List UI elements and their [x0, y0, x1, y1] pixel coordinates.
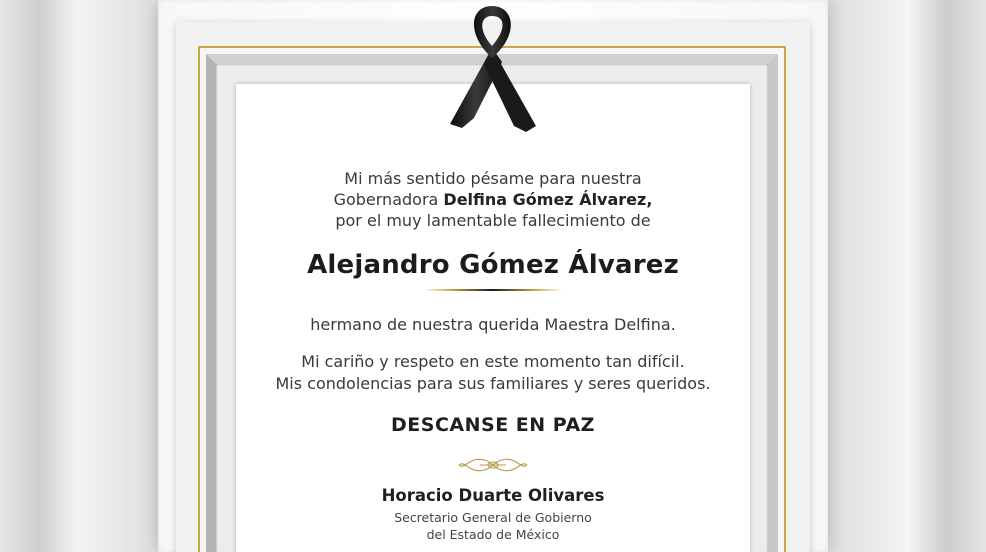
mourning-ribbon-icon: [440, 0, 546, 136]
deceased-name: Alejandro Gómez Álvarez: [307, 250, 679, 280]
intro-line-3: por el muy lamentable fallecimiento de: [335, 211, 651, 230]
intro-line-2: [236, 189, 750, 210]
relation-text: hermano de nuestra querida Maestra Delfina.: [310, 315, 676, 334]
intro-text: [236, 168, 750, 231]
closing-text: DESCANSE EN PAZ: [391, 414, 595, 436]
governor-name: Delfina Gómez Álvarez,: [443, 190, 653, 209]
signer-title: [236, 509, 750, 543]
message-line-1: Mi cariño y respeto en este momento tan difícil.: [301, 352, 685, 371]
message-line-2: Mis condolencias para sus familiares y seres queridos.: [275, 374, 711, 393]
flourish-ornament-icon: [458, 456, 528, 474]
signer-title-line-2: del Estado de México: [426, 527, 560, 542]
intro-line-1: Mi más sentido pésame para nuestra: [344, 169, 642, 188]
signer-name: Horacio Duarte Olivares: [381, 486, 605, 505]
name-underline: [423, 289, 563, 291]
signer-title-line-1: Secretario General de Gobierno: [394, 510, 592, 525]
message-text: [236, 351, 750, 395]
governor-title: Gobernadora: [333, 190, 439, 209]
